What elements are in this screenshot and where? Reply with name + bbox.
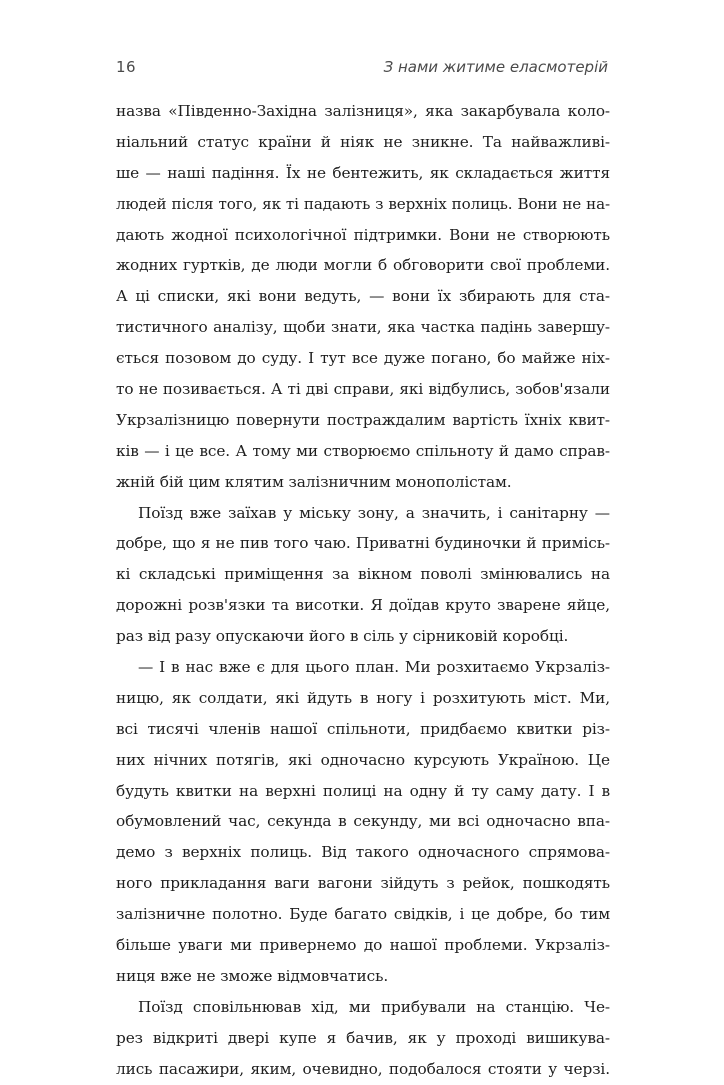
text-line: ницю, як солдати, які йдуть в ногу і розхитують міст. Ми, — [116, 688, 610, 707]
text-line: жній бій цим клятим залізничним монополістам. — [116, 472, 512, 491]
text-line: ється позовом до суду. І тут все дуже погано, бо майже ніх- — [116, 349, 610, 368]
paragraph — [116, 992, 610, 1085]
text-line: ного прикладання ваги вагони зійдуть з рейок, пошкодять — [116, 874, 610, 893]
text-line: раз від разу опускаючи його в сіль у сірниковій коробці. — [116, 627, 569, 646]
text-line: будуть квитки на верхні полиці на одну й ту саму дату. І в — [116, 781, 610, 800]
text-line: всі тисячі членів нашої спільноти, придбаємо квитки різ- — [116, 719, 610, 738]
text-line: — І в нас вже є для цього план. Ми розхитаємо Укрзаліз- — [138, 658, 610, 677]
text-line: залізничне полотно. Буде багато свідків, і це добре, бо тим — [116, 905, 610, 924]
text-line: Поїзд вже заїхав у міську зону, а значить, і санітарну — — [138, 503, 610, 522]
running-head — [116, 58, 608, 82]
running-title: З нами житиме еласмотерій — [383, 58, 608, 76]
text-line: добре, що я не пив того чаю. Приватні будиночки й примісь- — [116, 534, 610, 553]
text-line: рез відкриті двері купе я бачив, як у проході вишикува- — [116, 1028, 610, 1047]
text-line: то не позивається. А ті дві справи, які відбулись, зобов'язали — [116, 380, 610, 399]
text-line: кі складські приміщення за вікном поволі змінювались на — [116, 565, 610, 584]
page-number: 16 — [116, 58, 137, 76]
text-line: демо з верхніх полиць. Від такого одночасного спрямова- — [116, 843, 610, 862]
text-line: ниця вже не зможе відмовчатись. — [116, 966, 389, 985]
text-line: Укрзалізницю повернути постраждалим вартість їхніх квит- — [116, 410, 610, 429]
paragraph — [116, 652, 610, 992]
body-text — [116, 96, 610, 1085]
text-line: обумовлений час, секунда в секунду, ми всі одночасно впа- — [116, 812, 610, 831]
text-line: тистичного аналізу, щоби знати, яка частка падінь завершу- — [116, 318, 610, 337]
text-line: дорожні розв'язки та висотки. Я доїдав круто зварене яйце, — [116, 596, 610, 615]
text-line: ше — наші падіння. Їх не бентежить, як складається життя — [116, 163, 610, 182]
text-line: людей після того, як ті падають з верхніх полиць. Вони не на- — [116, 194, 610, 213]
text-line: назва «Південно-Західна залізниця», яка закарбувала коло- — [116, 102, 610, 120]
paragraph — [116, 498, 610, 652]
text-line: ніальний статус країни й ніяк не зникне. Та найважливі- — [116, 132, 610, 151]
text-line: жодних гуртків, де люди могли б обговорити свої проблеми. — [116, 256, 610, 275]
text-line: Поїзд сповільнював хід, ми прибували на станцію. Че- — [138, 997, 610, 1016]
text-line: лись пасажири, яким, очевидно, подобалося стояти у черзі. — [116, 1059, 610, 1078]
text-line: них нічних потягів, які одночасно курсують Україною. Це — [116, 750, 610, 769]
text-line: ків — і це все. А тому ми створюємо спільноту й дамо справ- — [116, 441, 610, 460]
text-line: А ці списки, які вони ведуть, — вони їх збирають для ста- — [116, 287, 610, 306]
text-line: дають жодної психологічної підтримки. Вони не створюють — [116, 225, 610, 244]
paragraph — [116, 96, 610, 498]
text-line: більше уваги ми привернемо до нашої проблеми. Укрзаліз- — [116, 936, 610, 955]
